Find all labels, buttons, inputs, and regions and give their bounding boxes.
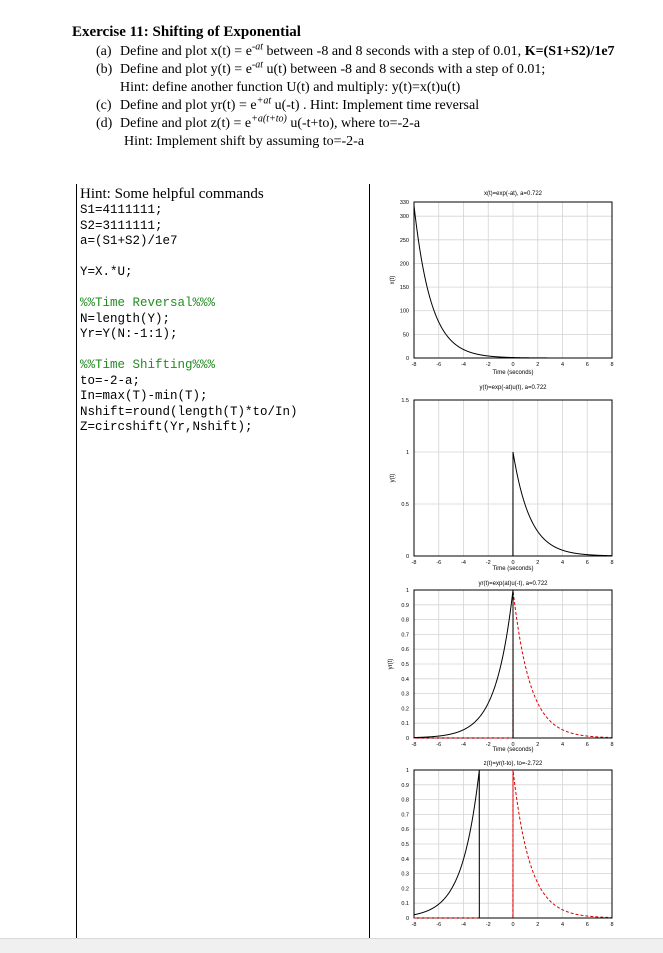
x-tick-label: -4 xyxy=(461,742,466,748)
y-tick-label: 0.6 xyxy=(401,827,409,834)
y-axis-label: x(t) xyxy=(390,275,396,285)
y-tick-label: 0.7 xyxy=(401,632,409,639)
y-tick-label: 0.7 xyxy=(401,812,409,819)
x-tick-label: 6 xyxy=(585,560,589,566)
x-tick-label: 2 xyxy=(536,560,540,566)
plot-x-exp xyxy=(372,186,622,378)
y-tick-label: 50 xyxy=(402,332,409,339)
chart-title: x(t)=exp(-at), a=0.722 xyxy=(483,191,543,197)
chart-title: yr(t)=exp(at)u(-t), a=0.722 xyxy=(478,581,548,587)
code-line: Yr=Y(N:-1:1); xyxy=(80,327,178,341)
y-tick-label: 1 xyxy=(405,768,409,774)
code-line xyxy=(80,343,298,359)
x-tick-label: -6 xyxy=(436,742,442,748)
code-line: Nshift=round(length(T)*to/In) xyxy=(80,404,298,419)
y-tick-label: 0.1 xyxy=(401,721,409,728)
y-tick-label: 0.5 xyxy=(401,502,409,508)
x-tick-label: 0 xyxy=(511,922,515,928)
y-tick-label: 0.9 xyxy=(401,782,409,789)
exercise-hint-d: Hint: Implement shift by assuming to=-2-a xyxy=(124,134,365,149)
exercise-hint-b: Hint: define another function U(t) and multiply: y(t)=x(t)u(t) xyxy=(120,80,461,95)
y-tick-label: 0 xyxy=(405,736,409,742)
grid xyxy=(414,202,612,358)
y-tick-label: 0.5 xyxy=(401,842,409,848)
plot-z-shift xyxy=(372,756,622,936)
y-tick-label: 0.2 xyxy=(401,706,409,713)
code-line xyxy=(80,281,298,297)
x-tick-label: -8 xyxy=(411,922,417,928)
y-tick-label: 0.3 xyxy=(401,871,409,878)
exercise-title: Exercise 11: Shifting of Exponential xyxy=(72,24,301,40)
y-tick-label: 0 xyxy=(405,554,409,560)
y-axis-label: y(t) xyxy=(390,473,396,483)
y-tick-label: 0.8 xyxy=(401,617,409,624)
x-tick-label: 8 xyxy=(610,922,614,928)
x-tick-label: -8 xyxy=(411,742,417,748)
y-tick-label: 250 xyxy=(399,237,409,244)
y-tick-label: 1 xyxy=(405,588,409,594)
x-tick-label: 0 xyxy=(511,560,515,566)
y-tick-label: 300 xyxy=(399,214,409,221)
x-tick-label: 8 xyxy=(610,742,614,748)
code-line: to=-2-a; xyxy=(80,373,141,388)
code-comment-line: %%Time Shifting%%% xyxy=(80,358,216,372)
x-tick-label: 6 xyxy=(585,362,589,368)
y-tick-label: 0.6 xyxy=(401,647,409,654)
y-tick-label: 1 xyxy=(405,450,409,456)
x-tick-label: 8 xyxy=(610,362,614,368)
x-tick-label: -4 xyxy=(461,922,466,928)
y-tick-label: 330 xyxy=(399,200,409,206)
code-line xyxy=(80,250,298,266)
x-tick-label: 2 xyxy=(536,922,540,928)
plot-y-step-exp xyxy=(372,380,622,572)
x-tick-label: -6 xyxy=(436,560,442,566)
y-tick-label: 150 xyxy=(399,285,409,292)
x-tick-label: -2 xyxy=(485,560,491,566)
x-tick-label: 6 xyxy=(585,742,589,748)
code-block xyxy=(80,203,298,436)
x-axis-label: Time (seconds) xyxy=(492,566,534,572)
bottom-scrollbar[interactable] xyxy=(0,938,663,953)
code-line: a=(S1+S2)/1e7 xyxy=(80,234,178,248)
x-tick-label: 2 xyxy=(536,362,540,368)
x-tick-label: 0 xyxy=(511,742,515,748)
exercise-item-b: (b) Define and plot $y(t) = e^{-at}$ u(t) between -8 and 8 seconds with a step of 0.01; xyxy=(96,59,546,77)
code-line: In=max(T)-min(T); xyxy=(80,389,208,403)
x-tick-label: 8 xyxy=(610,560,614,566)
code-line: N=length(Y); xyxy=(80,311,171,326)
y-tick-label: 0.3 xyxy=(401,691,409,698)
x-tick-label: -2 xyxy=(485,922,491,928)
y-axis-label: yr(t) xyxy=(388,658,394,670)
code-line: Y=X.*U; xyxy=(80,265,133,279)
x-tick-label: -8 xyxy=(411,560,417,566)
x-tick-label: -6 xyxy=(436,362,442,368)
code-comment-line: %%Time Reversal%%% xyxy=(80,296,216,310)
x-tick-label: -8 xyxy=(411,362,417,368)
y-tick-label: 0.1 xyxy=(401,901,409,908)
y-tick-label: 1.5 xyxy=(401,398,409,404)
exercise-list xyxy=(96,43,615,151)
exercise-item-a: (a) Define and plot $x(t) = e^{-at}$ between -8 and 8 seconds with a step of 0.01, K=(S1+S2)/1e7 xyxy=(96,41,615,59)
y-tick-label: 0.8 xyxy=(401,797,409,804)
y-tick-label: 0.4 xyxy=(401,676,409,683)
x-tick-label: -4 xyxy=(461,362,466,368)
plot-yr-reversal xyxy=(372,576,622,764)
x-tick-label: -2 xyxy=(485,742,491,748)
y-tick-label: 200 xyxy=(399,261,409,268)
code-panel-heading: Hint: Some helpful commands xyxy=(80,186,264,202)
exercise-item-c: (c) Define and plot $yr(t) = e^{+at}$ u(-t) . Hint: Implement time reversal xyxy=(96,95,480,113)
code-line: S2=3111111; xyxy=(80,218,163,233)
chart-title: y(t)=exp(-at)u(t), a=0.722 xyxy=(479,385,547,391)
y-tick-label: 100 xyxy=(399,308,409,315)
y-tick-label: 0 xyxy=(405,356,409,362)
x-tick-label: -2 xyxy=(485,362,491,368)
chart-title: z(t)=yr(t-to), to=-2.722 xyxy=(483,761,543,767)
x-tick-label: 6 xyxy=(585,922,589,928)
x-tick-label: 4 xyxy=(560,560,565,566)
x-axis-label: Time (seconds) xyxy=(492,370,534,376)
exercise-item-d: (d) Define and plot $z(t) = e^{+a(t+to)}$ u(-t+to), where to=-2-a xyxy=(96,113,421,131)
code-line: Z=circshift(Yr,Nshift); xyxy=(80,420,253,434)
y-tick-label: 0.9 xyxy=(401,602,409,609)
x-tick-label: 2 xyxy=(536,742,540,748)
code-line: S1=4111111; xyxy=(80,203,163,217)
y-tick-label: 0.2 xyxy=(401,886,409,893)
x-tick-label: -6 xyxy=(436,922,442,928)
x-tick-label: 4 xyxy=(560,922,565,928)
y-tick-label: 0.5 xyxy=(401,662,409,668)
y-tick-label: 0 xyxy=(405,916,409,922)
x-tick-label: 4 xyxy=(560,742,565,748)
x-tick-label: -4 xyxy=(461,560,466,566)
x-tick-label: 4 xyxy=(560,362,565,368)
x-axis-label: Time (seconds) xyxy=(492,747,534,753)
y-tick-label: 0.4 xyxy=(401,856,409,863)
x-tick-label: 0 xyxy=(511,362,515,368)
